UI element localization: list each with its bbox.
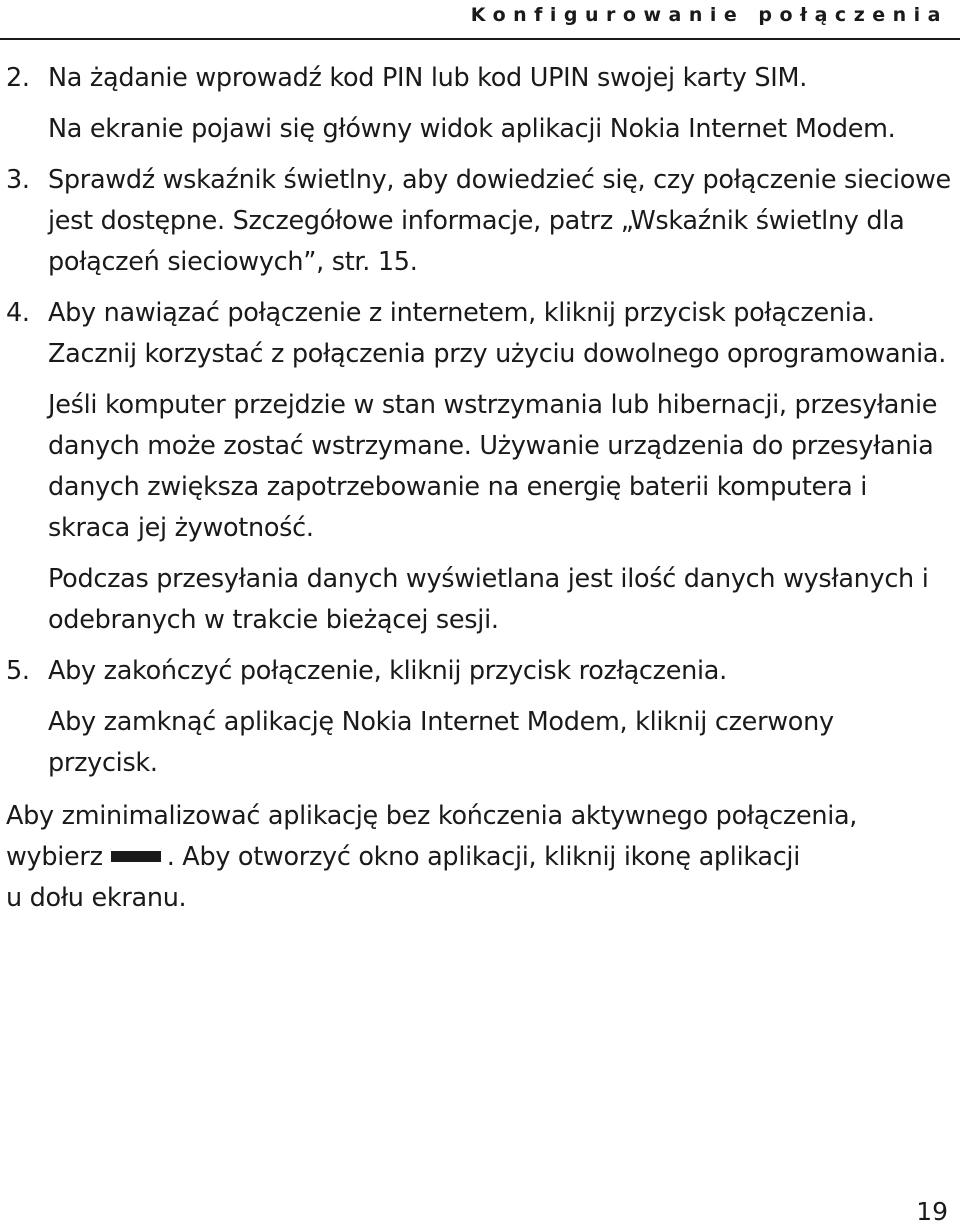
step-text: Aby nawiązać połączenie z internetem, kliknij przycisk połączenia. Zacznij korzystać z połączenia przy użyciu dowolnego oprogramowania. bbox=[48, 298, 947, 369]
page-number: 19 bbox=[916, 1197, 948, 1226]
chapter-title: Konfigurowanie połączenia bbox=[470, 4, 948, 26]
header-rule bbox=[0, 38, 960, 40]
step-text: Aby zakończyć połączenie, kliknij przycisk rozłączenia. bbox=[48, 656, 727, 686]
page-content bbox=[6, 58, 951, 919]
minimize-text-before-icon: wybierz bbox=[6, 842, 103, 872]
step-note: Jeśli komputer przejdzie w stan wstrzymania lub hibernacji, przesyłanie danych może zostać wstrzymane. Używanie urządzenia do przesyłania danych zwiększa zapotrzebowanie na energię baterii komputera i skraca jej żywotność. bbox=[48, 390, 938, 543]
step-text: Na żądanie wprowadź kod PIN lub kod UPIN swojej karty SIM. bbox=[48, 63, 808, 93]
step-5 bbox=[6, 651, 951, 692]
minimize-text-line-3: u dołu ekranu. bbox=[6, 883, 187, 913]
step-note: Podczas przesyłania danych wyświetlana jest ilość danych wysłanych i odebranych w trakcie bieżącej sesji. bbox=[48, 564, 929, 635]
step-note: Na ekranie pojawi się główny widok aplikacji Nokia Internet Modem. bbox=[48, 114, 896, 144]
minimize-paragraph bbox=[6, 796, 951, 919]
step-3 bbox=[6, 160, 951, 283]
step-note: Aby zamknąć aplikację Nokia Internet Modem, kliknij czerwony przycisk. bbox=[48, 707, 834, 778]
step-number: 2. bbox=[6, 63, 30, 93]
step-2 bbox=[6, 58, 951, 99]
step-4 bbox=[6, 293, 951, 375]
minimize-text-after-icon: . Aby otworzyć okno aplikacji, kliknij ikonę aplikacji bbox=[166, 842, 800, 872]
minimize-icon bbox=[111, 851, 161, 862]
step-text: Sprawdź wskaźnik świetlny, aby dowiedzieć się, czy połączenie sieciowe jest dostępne. Szczegółowe informacje, patrz „Wskaźnik świetlny dla połączeń sieciowych”, str. 15. bbox=[48, 165, 951, 277]
minimize-text-line-1: Aby zminimalizować aplikację bez kończenia aktywnego połączenia, bbox=[6, 801, 858, 831]
step-number: 4. bbox=[6, 298, 30, 328]
step-number: 5. bbox=[6, 656, 30, 686]
step-number: 3. bbox=[6, 165, 30, 195]
